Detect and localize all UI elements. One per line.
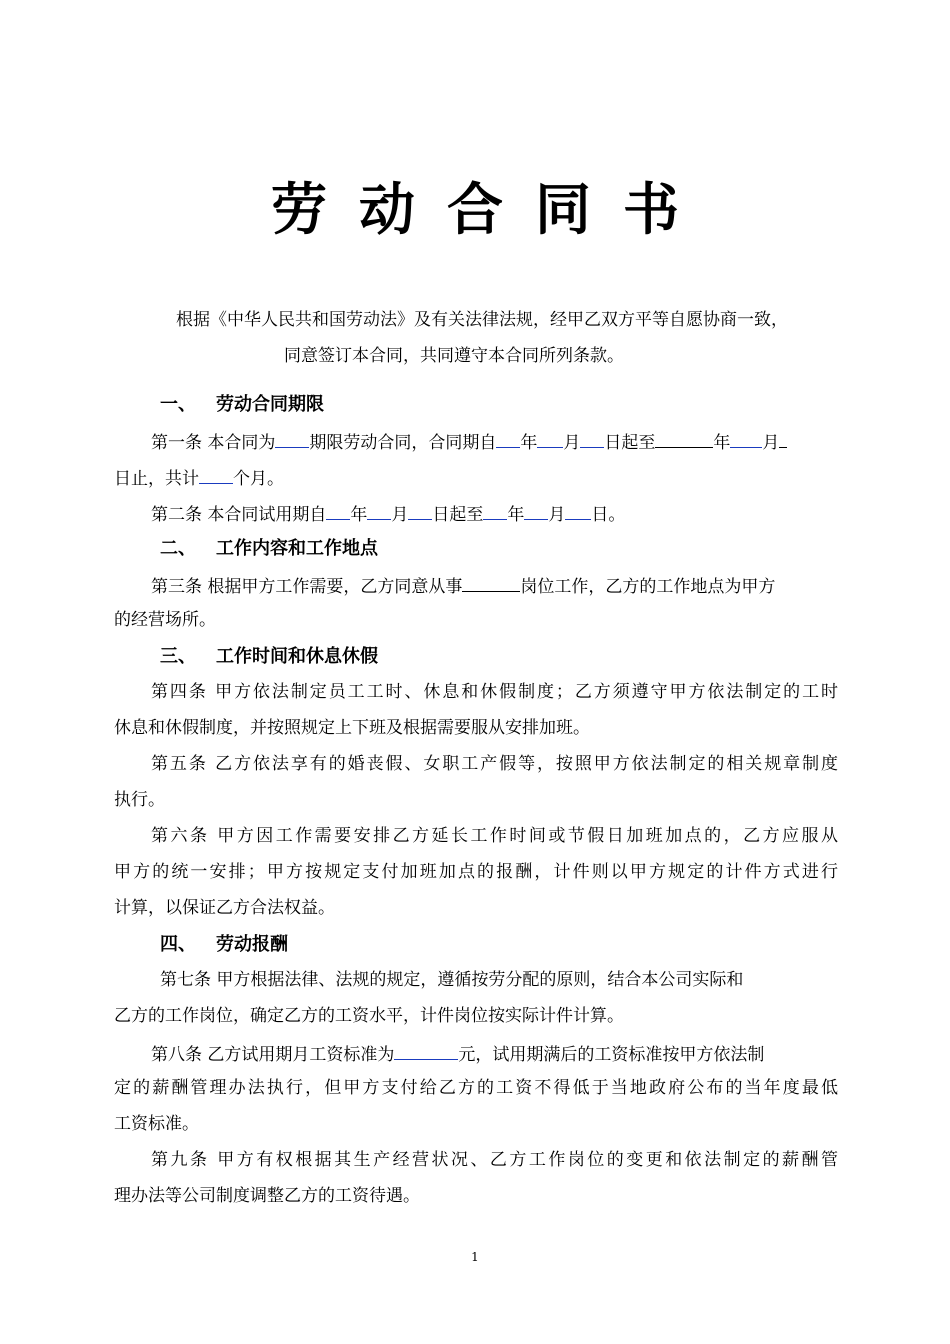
article-8-line-3: 工资标准。 <box>114 1114 199 1134</box>
section-heading-3: 三、 工作时间和休息休假 <box>160 646 378 667</box>
article-7-line-2: 乙方的工作岗位，确定乙方的工资水平，计件岗位按实际计件计算。 <box>114 1006 624 1026</box>
article-1-line-2: 日止，共计 个月。 <box>114 464 838 491</box>
section-heading-2: 二、 工作内容和工作地点 <box>160 538 378 559</box>
article-8-line-2: 定的薪酬管理办法执行，但甲方支付给乙方的工资不得低于当地政府公布的当年度最低 <box>114 1078 838 1098</box>
probation-start-month-blank[interactable] <box>367 500 391 520</box>
article-7-line-1: 第七条 甲方根据法律、法规的规定，遵循按劳分配的原则，结合本公司实际和 <box>160 970 744 990</box>
article-8-line-1: 第八条 乙方试用期月工资标准为 元，试用期满后的工资标准按甲方依法制 <box>151 1040 838 1067</box>
probation-salary-blank[interactable] <box>394 1040 458 1060</box>
contract-term-blank[interactable] <box>275 428 309 448</box>
page-number: 1 <box>471 1250 479 1264</box>
probation-end-year-blank[interactable] <box>483 500 507 520</box>
probation-start-day-blank[interactable] <box>408 500 432 520</box>
document-title: 劳 动 合 同 书 <box>271 178 679 243</box>
article-2-line-1: 第二条 本合同试用期自 年 月 日起至 年 月 日。 <box>151 500 838 527</box>
article-5-line-2: 执行。 <box>114 790 165 810</box>
section-heading-4: 四、 劳动报酬 <box>160 934 288 955</box>
article-6-line-1: 第六条 甲方因工作需要安排乙方延长工作时间或节假日加班加点的，乙方应服从 <box>151 826 838 846</box>
start-year-blank[interactable] <box>496 428 520 448</box>
start-month-blank[interactable] <box>537 428 563 448</box>
end-year-blank[interactable] <box>655 428 713 448</box>
total-months-blank[interactable] <box>199 464 233 484</box>
probation-end-month-blank[interactable] <box>524 500 548 520</box>
article-4-line-1: 第四条 甲方依法制定员工工时、休息和休假制度；乙方须遵守甲方依法制定的工时 <box>151 682 838 702</box>
intro-line-2: 同意签订本合同，共同遵守本合同所列条款。 <box>284 346 624 366</box>
probation-start-year-blank[interactable] <box>326 500 350 520</box>
section-heading-1: 一、 劳动合同期限 <box>160 394 324 415</box>
article-6-line-2: 甲方的统一安排；甲方按规定支付加班加点的报酬，计件则以甲方规定的计件方式进行 <box>114 862 838 882</box>
position-blank[interactable] <box>462 572 520 592</box>
article-3-line-2: 的经营场所。 <box>114 610 216 630</box>
article-6-line-3: 计算，以保证乙方合法权益。 <box>114 898 335 918</box>
end-month-blank[interactable] <box>730 428 762 448</box>
start-day-blank[interactable] <box>580 428 604 448</box>
article-3-line-1: 第三条 根据甲方工作需要，乙方同意从事 岗位工作，乙方的工作地点为甲方 <box>151 572 838 599</box>
intro-line-1: 根据《中华人民共和国劳动法》及有关法律法规，经甲乙双方平等自愿协商一致， <box>176 310 788 330</box>
probation-end-day-blank[interactable] <box>565 500 591 520</box>
article-9-line-2: 理办法等公司制度调整乙方的工资待遇。 <box>114 1186 420 1206</box>
article-9-line-1: 第九条 甲方有权根据其生产经营状况、乙方工作岗位的变更和依法制定的薪酬管 <box>151 1150 838 1170</box>
article-1-line-1: 第一条 本合同为 期限劳动合同，合同期自 年 月 日起至 年 月 <box>151 428 838 455</box>
end-day-blank[interactable] <box>779 428 787 448</box>
article-4-line-2: 休息和休假制度，并按照规定上下班及根据需要服从安排加班。 <box>114 718 590 738</box>
article-5-line-1: 第五条 乙方依法享有的婚丧假、女职工产假等，按照甲方依法制定的相关规章制度 <box>151 754 838 774</box>
